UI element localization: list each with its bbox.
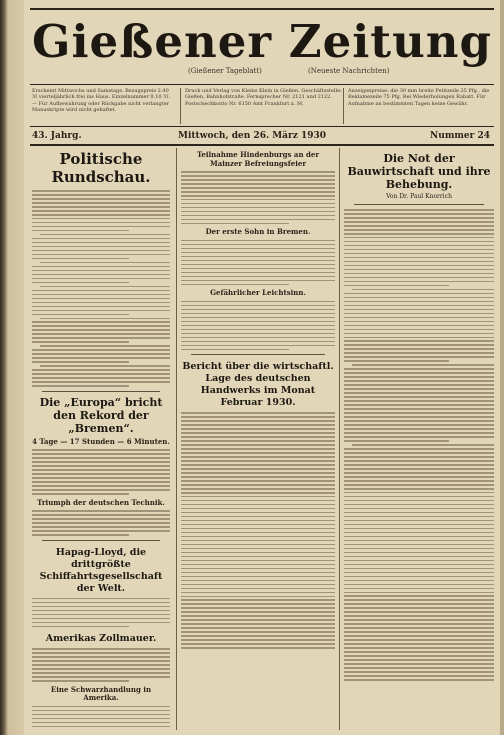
volume-number: 43. Jahrg.: [32, 131, 82, 141]
divider: [42, 391, 160, 392]
issue-date: Mittwoch, den 26. März 1930: [178, 131, 327, 141]
edge-fragment: [3, 40, 21, 66]
article-body: [32, 648, 170, 681]
amerikas-zollmauer-headline: Amerikas Zollmauer.: [45, 633, 157, 645]
schwarzhandlung-headline: Eine Schwarzhandlung in Amerika.: [50, 684, 152, 703]
article-body: [32, 510, 170, 536]
article-body: [181, 171, 335, 224]
subscription-info: Erscheint Mittwochs und Samstags. Bezugspreis 2.40 ℳ vierteljährlich frei ins Haus. Einzelnummer 0.10 ℳ. — Für Aufbewahrung oder Rückgabe nicht verlangter Manuskripte wird nicht gehaftet.: [32, 88, 171, 114]
masthead: [30, 8, 494, 85]
divider: [354, 204, 484, 205]
advertising-info: Anzeigenpreise: die 30 mm breite Petitzeile 25 Pfg., die Reklamezeile 75 Pfg. Bei Wiederholungen Rabatt. Für Aufnahme an bestimmten Tagen keine Gewähr.: [348, 88, 490, 107]
publisher-info: Druck und Verlag von Kleins Klein in Gießen. Geschäftsstelle: Gießen, Bahnhofstraße. Fernsprecher Nr. 2121 und 2122. Postscheckkonto Nr. 6150 Amt Frankfurt a. M.: [180, 88, 344, 124]
byline: Von Dr. Paul Knorrich: [386, 193, 452, 200]
adjacent-page-edge: [0, 0, 25, 735]
politische-rundschau-headline: Politische Rundschau.: [51, 150, 151, 186]
article-body: [181, 240, 335, 285]
newspaper-page: [24, 0, 504, 735]
issue-number: Nummer 24: [430, 131, 490, 141]
bremen-headline: Der erste Sohn in Bremen.: [205, 227, 311, 237]
bauwirtschaft-headline: Die Not der Bauwirtschaft und ihre Behebung.: [347, 152, 491, 191]
article-body: [32, 706, 170, 730]
divider: [191, 354, 325, 355]
column-right: [344, 148, 494, 730]
article-body: [32, 598, 170, 627]
article-body: [181, 412, 335, 649]
triumph-subheadline: Triumph der deutschen Technik.: [37, 497, 165, 507]
europa-rekord-headline: Die „Europa“ bricht den Rekord der „Bremen“.: [39, 395, 163, 435]
column-middle: [176, 148, 340, 730]
newspaper-title: Gießener Zeitung: [32, 15, 492, 68]
divider: [42, 540, 160, 541]
article-body: [32, 449, 170, 494]
hindenburg-headline: Teilnahme Hindenburgs an der Mainzer Befreiungsfeier: [196, 150, 320, 168]
publisher-info-row: [30, 86, 494, 127]
article-body: [344, 209, 494, 681]
edge-fragment: [3, 300, 21, 326]
subtitle-left: (Gießener Tageblatt): [188, 67, 262, 75]
dateline: [30, 128, 494, 146]
europa-subheadline: 4 Tage — 17 Stunden — 6 Minuten.: [32, 436, 170, 446]
leichtsinn-headline: Gefährlicher Leichtsinn.: [210, 288, 306, 298]
article-body: [32, 190, 170, 387]
subtitle-right: (Neueste Nachrichten): [308, 67, 390, 75]
hapag-lloyd-headline: Hapag-Lloyd, die drittgrößte Schiffahrtsgesellschaft der Welt.: [39, 546, 163, 594]
article-body: [181, 301, 335, 350]
column-left: [32, 148, 170, 730]
handwerk-bericht-headline: Bericht über die wirtschaftl. Lage des deutschen Handwerks im Monat Februar 1930.: [182, 361, 334, 409]
